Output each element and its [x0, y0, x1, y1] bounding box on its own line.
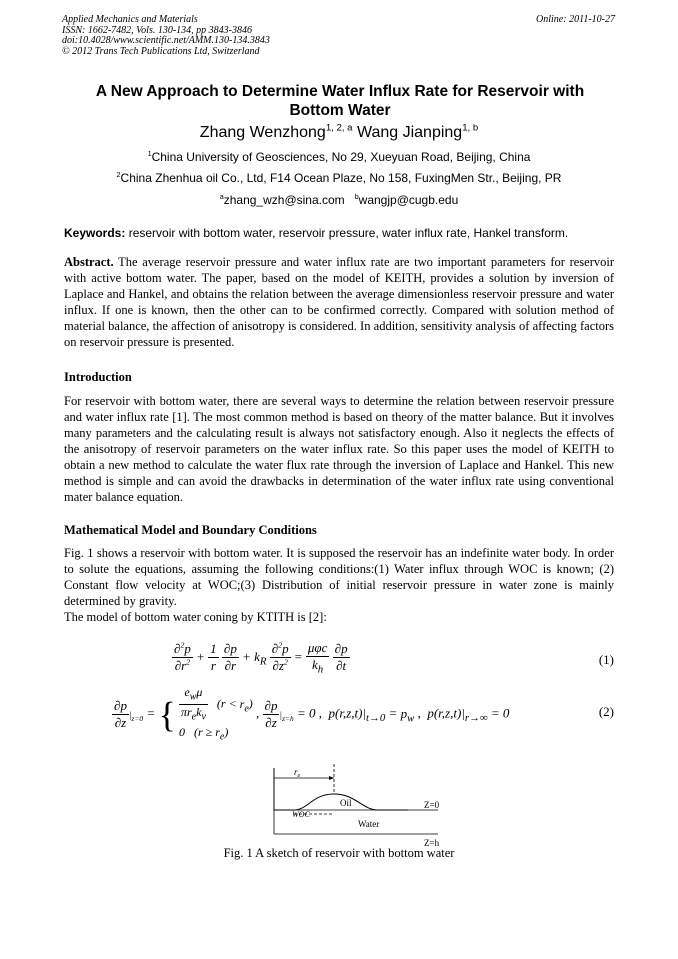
figure-caption: Fig. 1 A sketch of reservoir with bottom water — [223, 846, 455, 860]
journal-name: Applied Mechanics and Materials — [62, 14, 198, 25]
model-intro-line: The model of bottom water coning by KTITH is [2]: — [64, 610, 327, 624]
equation-number: (2) — [598, 704, 614, 719]
email-link[interactable]: wangjp@cugb.edu — [358, 193, 459, 207]
author-superscript: 1, 2, a — [325, 122, 353, 134]
reservoir-sketch — [258, 764, 458, 854]
email-link[interactable]: zhang_wzh@sina.com — [223, 193, 345, 207]
online-date: Online: 2011-10-27 — [536, 14, 615, 25]
author-superscript: 1, b — [462, 122, 479, 134]
paper-title: A New Approach to Determine Water Influx Rate for Reservoir with Bottom Water — [95, 83, 585, 119]
keywords-text: reservoir with bottom water, reservoir pressure, water influx rate, Hankel transform. — [128, 226, 569, 240]
affiliation-superscript: 2 — [116, 170, 121, 179]
email-superscript: b — [354, 192, 359, 201]
affiliation-1 — [0, 150, 678, 164]
z0-label: Z=0 — [424, 800, 440, 810]
section-heading: Introduction — [64, 370, 132, 384]
doi-line: doi:10.4028/www.scientific.net/AMM.130-134.3843 — [62, 35, 270, 46]
equation-number: (1) — [598, 652, 614, 667]
keywords — [64, 226, 624, 240]
keywords-label: Keywords: — [64, 226, 126, 240]
email-superscript: a — [219, 192, 224, 201]
author-name: Wang Jianping — [356, 124, 463, 141]
abstract-text: The average reservoir pressure and water influx rate are two important parameters for reservoir with active bottom water. The paper, based on the model of KEITH, provides a solution by inversion of Laplace and Hankel, and obtains the relation between the average dimensionless reservoir pressure and water influx. If one is known, then the other can to be confirmed correctly. Compared with solution method of material balance, the affection of anisotropy is considered. In addition, sensitivity analysis of affecting factors on reservoir pressure is presented. — [64, 255, 614, 349]
woc-label: WOC — [292, 810, 310, 819]
affiliation-text: China Zhenhua oil Co., Ltd, F14 Ocean Plaze, No 158, FuxingMen Str., Beijing, PR — [120, 171, 562, 185]
re-label: $r_e$ — [294, 767, 301, 779]
affiliation-text: China University of Geosciences, No 29, Xueyuan Road, Beijing, China — [151, 150, 531, 164]
abstract-label: Abstract. — [64, 255, 114, 269]
zh-label: Z=h — [424, 838, 440, 848]
author-name: Zhang Wenzhong — [199, 124, 326, 141]
copyright-line: © 2012 Trans Tech Publications Ltd, Switzerland — [62, 45, 260, 57]
oil-label: Oil — [340, 798, 352, 808]
water-label: Water — [358, 819, 380, 829]
arrow-head — [329, 776, 334, 780]
section-heading: Mathematical Model and Boundary Conditions — [64, 523, 317, 537]
affiliation-2 — [0, 171, 678, 185]
author-line — [0, 124, 678, 142]
equation-1: $\frac{\partial^2p}{\partial r^2}$ + $\frac{1}{r}$ $\frac{\partial p}{\partial r}$ + $k_R$ $\frac{\partial^2p}{\partial z^2}$ = $\frac{\text{μφc}}{k_h}$ $\frac{\partial p}{\partial t}$ — [174, 640, 348, 676]
abstract — [64, 254, 614, 350]
affiliation-superscript: 1 — [147, 149, 152, 158]
equation-2: $\frac{\partial p}{\partial z}$ $|_{z=0}$ = { $\frac{e_w\mu}{\pi r_ek_v}$ $(r < r_e)$ 0 $(r \ge r_e)$ , $\frac{\partial p}{\partial z}$ $|_{z=h} = 0$ , $p(r,z,t)|_{t\to 0} = p_w$ , $p(r,z,t)|_{r\to\infty} = 0$ — [114, 685, 510, 743]
issn-line: ISSN: 1662-7482, Vols. 130-134, pp 3843-3846 — [62, 24, 252, 36]
journal-header — [62, 15, 615, 57]
author-emails — [0, 193, 678, 207]
introduction-text: For reservoir with bottom water, there are several ways to determine the relation between reservoir pressure and water influx rate [1]. The most common method is based on theory of the matter balance. But it involves many parameters and the calculating result is always not satisfactory enough. Also it neglects the effects of the anisotropy of reservoir parameters on the water influx rate. So this paper uses the model of KEITH to obtain a new method to calculate the water flux rate through the inversion of Laplace and Hankel. This new method is simple and can avoid the drawbacks in determination of the water influx rate using conventional mater balance equation. — [64, 394, 614, 504]
model-text: Fig. 1 shows a reservoir with bottom water. It is supposed the reservoir has an indefinite water body. In order to solute the equations, assuming the following conditions:(1) Water influx through WOC is known; (2) Constant flow velocity at WOC;(3) Distribution of initial reservoir pressure in water zone is mainly determined by gravity. — [64, 546, 614, 608]
